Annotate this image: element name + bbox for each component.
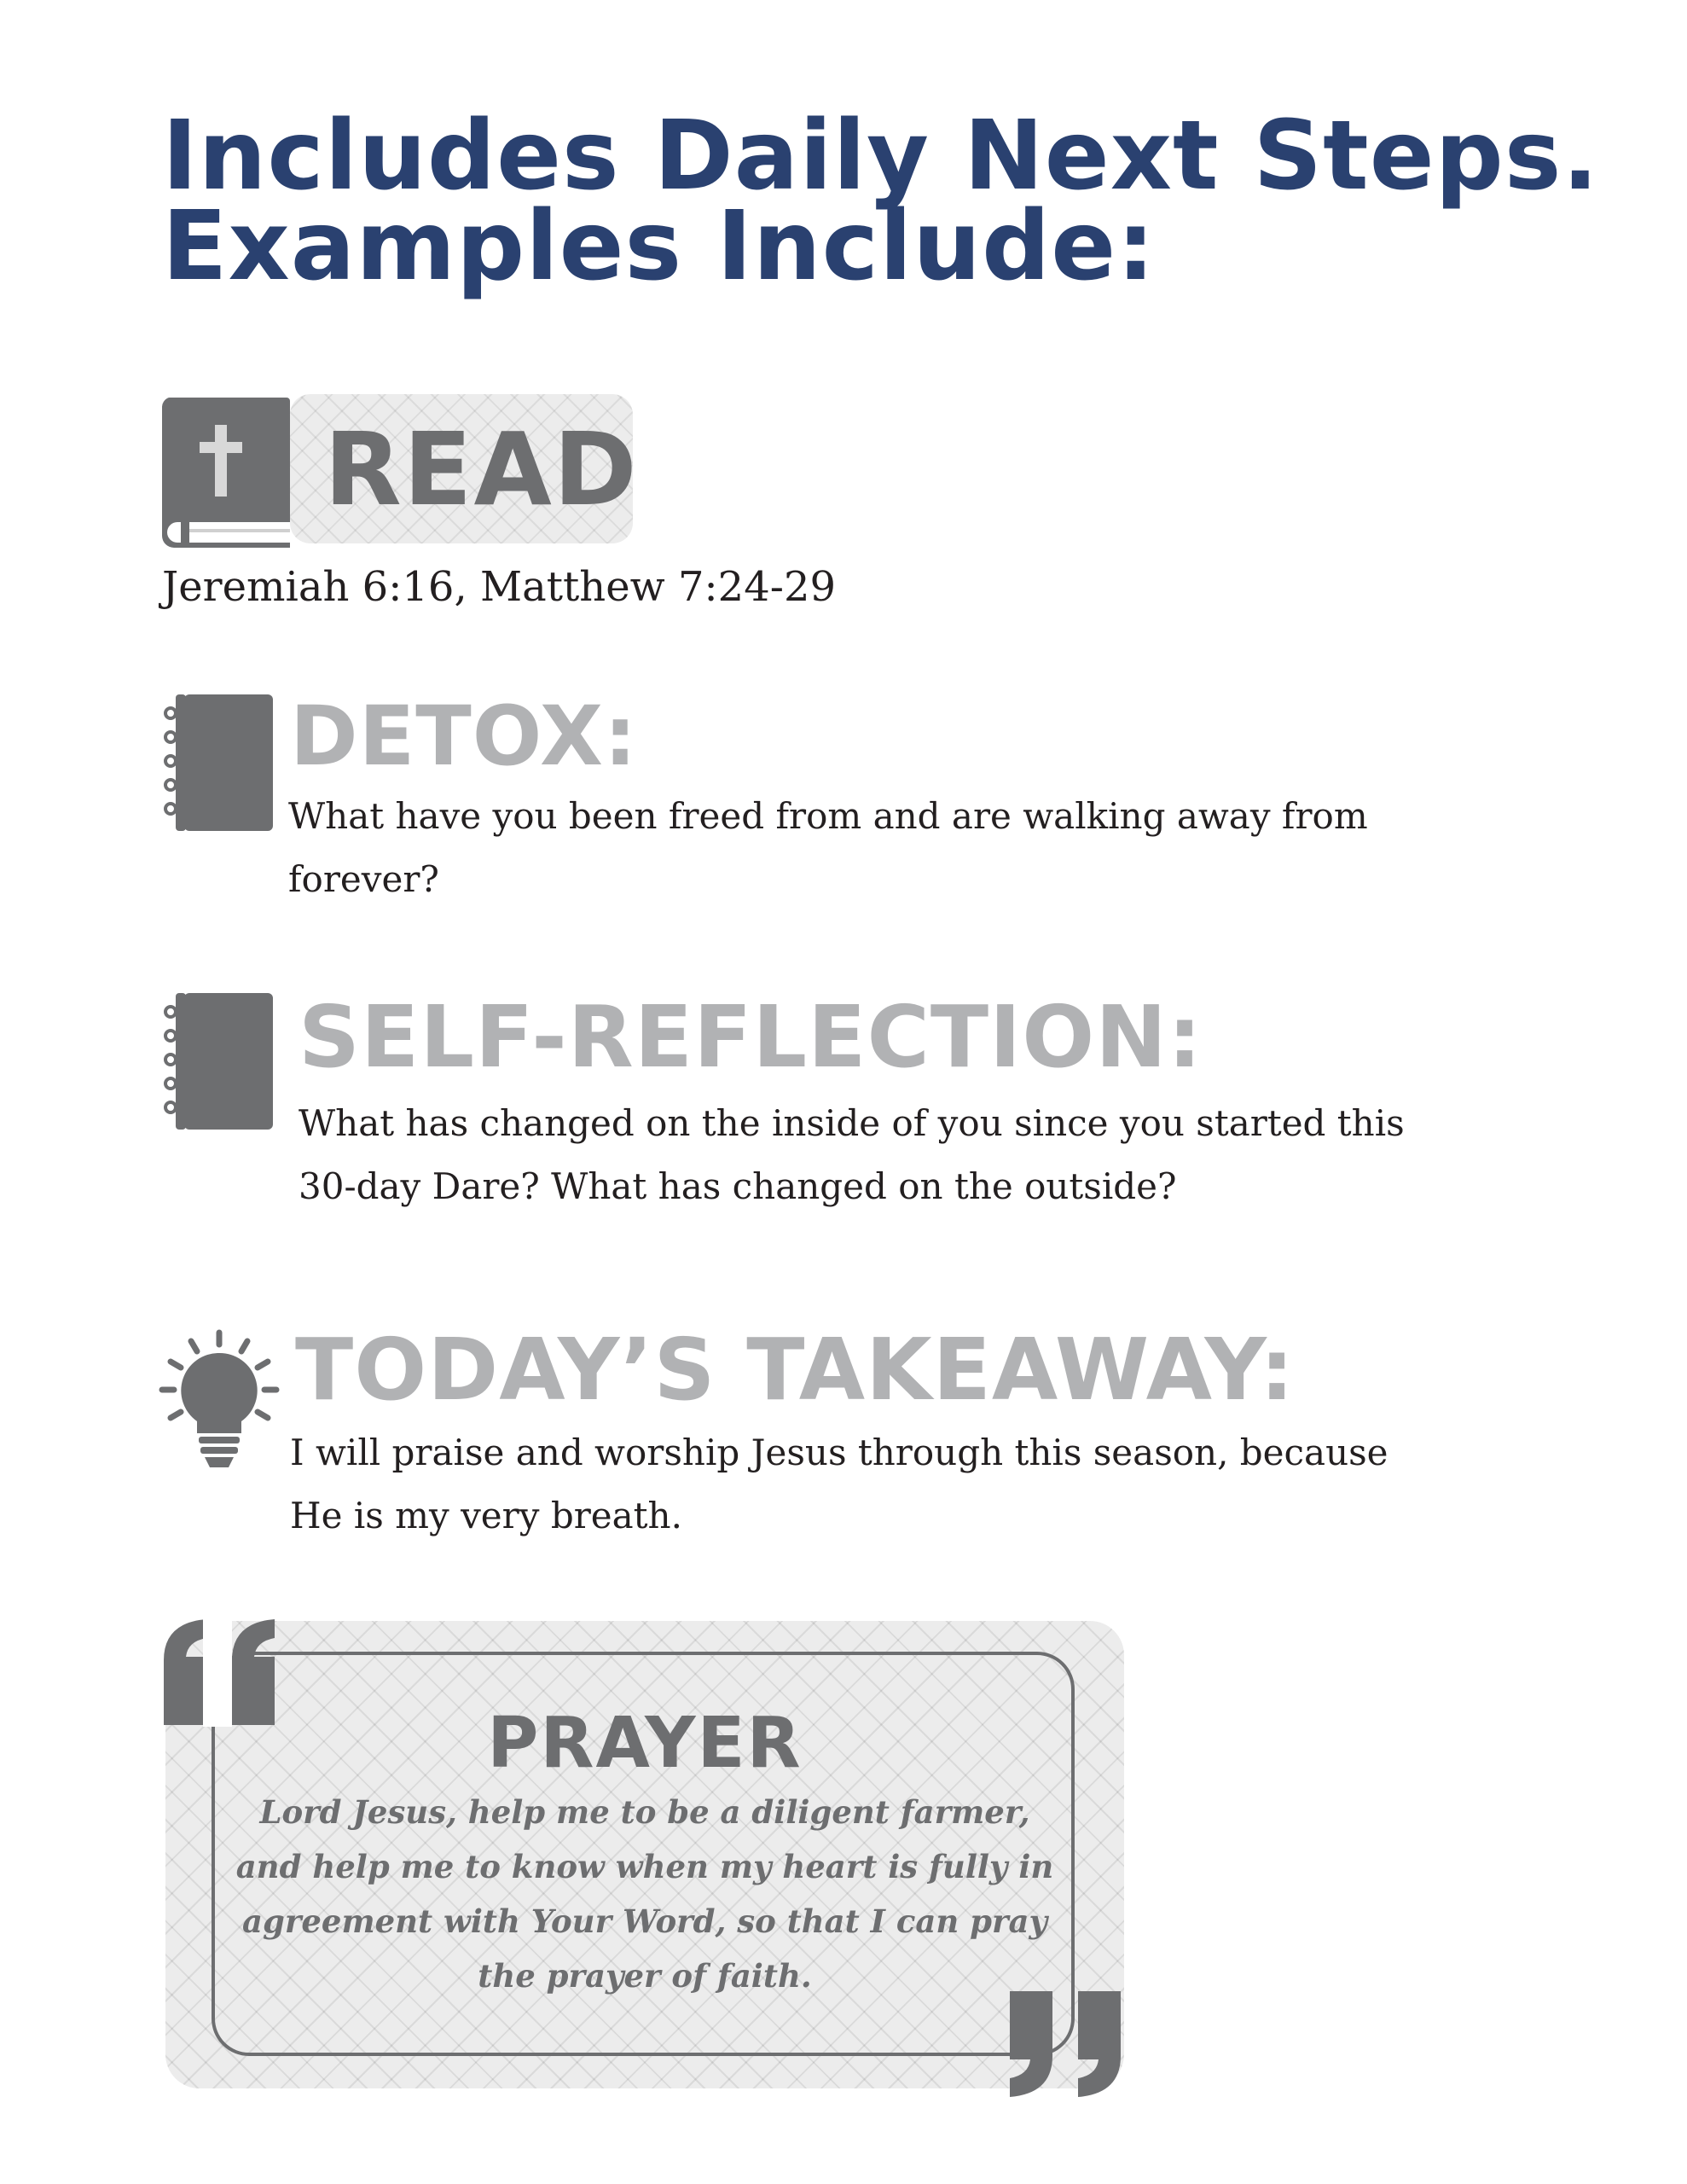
takeaway-text-line-2: He is my very breath.: [290, 1495, 682, 1536]
detox-text-line-1: What have you been freed from and are walking away from: [288, 795, 1368, 837]
bible-cross-icon: [162, 394, 299, 548]
self-reflection-text-line-2: 30-day Dare? What has changed on the outside?: [299, 1165, 1177, 1207]
read-reference: Jeremiah 6:16, Matthew 7:24-29: [162, 563, 837, 611]
prayer-text: [165, 1785, 1124, 2003]
prayer-text-line-3: agreement with Your Word, so that I can pray: [242, 1902, 1047, 1940]
prayer-text-line-1: Lord Jesus, help me to be a diligent farmer,: [259, 1793, 1030, 1831]
takeaway-text-line-1: I will praise and worship Jesus through this season, because: [290, 1432, 1388, 1473]
notebook-icon: [162, 693, 273, 834]
page-title-line-2: Examples Include:: [162, 191, 1157, 302]
takeaway-heading: TODAY’S TAKEAWAY:: [295, 1320, 1296, 1420]
self-reflection-heading: SELF-REFLECTION:: [299, 987, 1203, 1087]
page-title-line-1: Includes Daily Next Steps.: [162, 101, 1600, 212]
notebook-icon: [162, 991, 273, 1132]
read-banner: [162, 394, 639, 548]
close-quote-icon: [1001, 1988, 1129, 2099]
prayer-text-line-4: the prayer of faith.: [478, 1957, 812, 1995]
read-label: READ: [324, 410, 639, 528]
prayer-heading: PRAYER: [487, 1703, 803, 1784]
detox-heading: DETOX:: [290, 688, 638, 784]
takeaway-text: [290, 1421, 1388, 1548]
detox-text: [288, 785, 1368, 911]
lightbulb-icon: [157, 1327, 281, 1472]
prayer-card: [165, 1621, 1124, 2088]
prayer-text-line-2: and help me to know when my heart is fully in: [235, 1848, 1054, 1885]
page-title: [162, 101, 1600, 302]
self-reflection-text-line-1: What has changed on the inside of you since you started this: [299, 1102, 1405, 1144]
self-reflection-text: [299, 1092, 1405, 1218]
detox-text-line-2: forever?: [288, 858, 439, 900]
